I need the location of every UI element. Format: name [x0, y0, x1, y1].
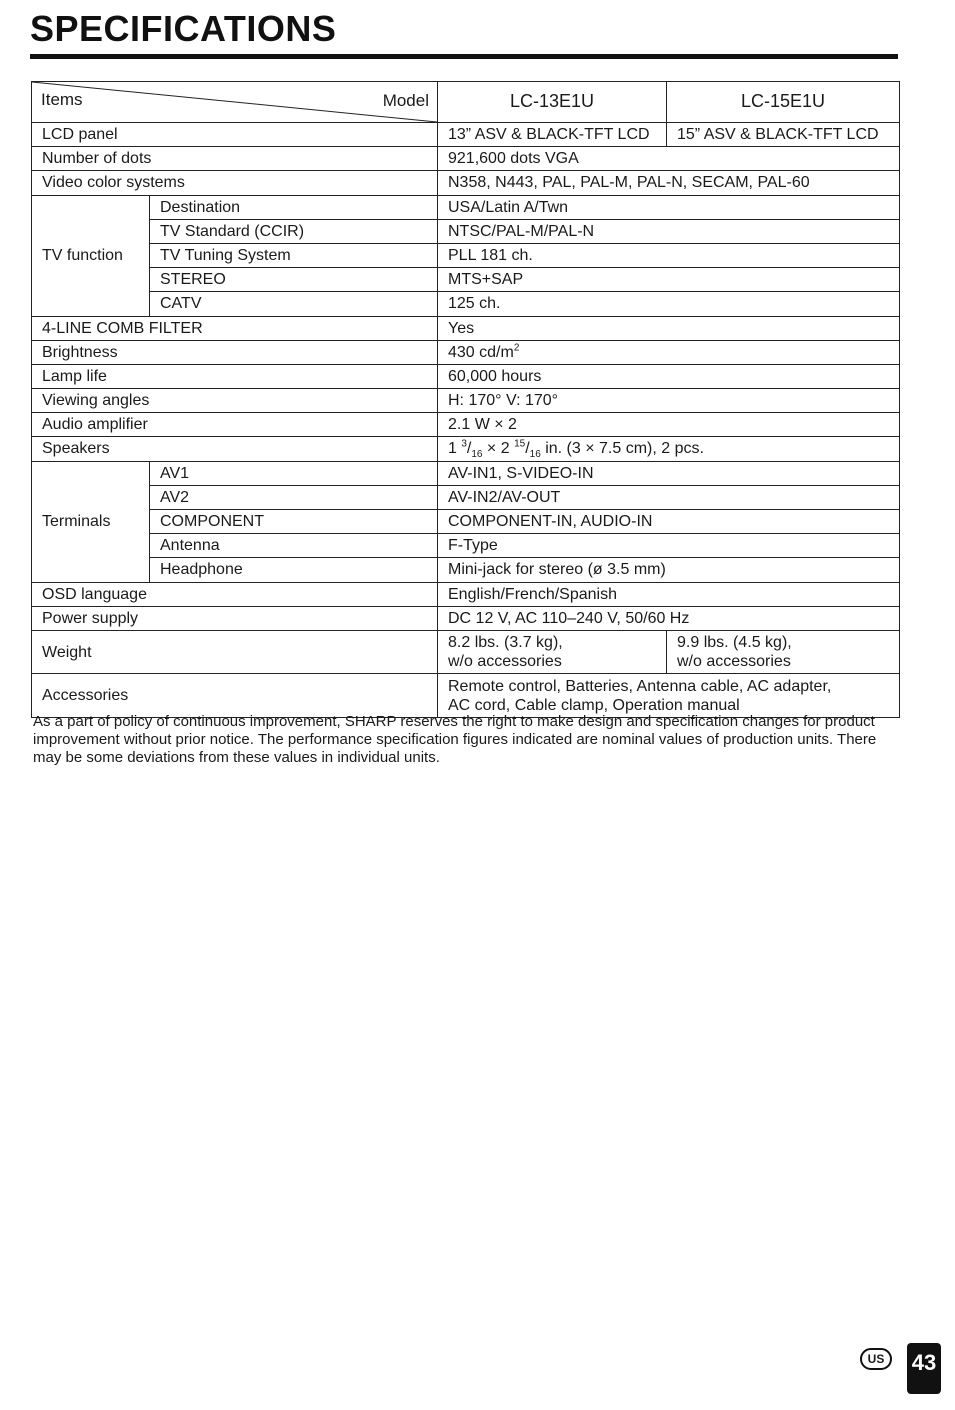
row-value: 921,600 dots VGA	[438, 147, 900, 171]
speaker-rest: in. (3 × 7.5 cm), 2 pcs.	[540, 440, 704, 458]
row-label: Video color systems	[32, 171, 438, 195]
sub-label: CATV	[150, 292, 438, 316]
row-value: DC 12 V, AC 110–240 V, 50/60 Hz	[438, 606, 900, 630]
table-row	[32, 292, 900, 316]
row-value: NTSC/PAL-M/PAL-N	[438, 219, 900, 243]
sub-label: Antenna	[150, 534, 438, 558]
accessories-line1: Remote control, Batteries, Antenna cable, AC adapter,	[448, 677, 832, 695]
model-b-header: LC-15E1U	[667, 82, 900, 123]
weight-b-line2: w/o accessories	[677, 653, 791, 671]
fraction-numerator: 3	[461, 439, 467, 451]
row-label: Power supply	[32, 606, 438, 630]
fraction-denominator: 16	[471, 449, 483, 461]
row-label: Number of dots	[32, 147, 438, 171]
row-value: AV-IN1, S-VIDEO-IN	[438, 461, 900, 485]
row-value: Mini-jack for stereo (ø 3.5 mm)	[438, 558, 900, 582]
table-header-row	[32, 82, 900, 123]
row-label: Speakers	[32, 437, 438, 461]
table-row	[32, 340, 900, 364]
table-row	[32, 243, 900, 267]
table-row	[32, 268, 900, 292]
table-row	[32, 510, 900, 534]
unit-superscript: 2	[513, 342, 520, 354]
weight-a-line1: 8.2 lbs. (3.7 kg),	[448, 633, 563, 651]
fraction-denominator: 16	[529, 449, 541, 461]
table-row	[32, 147, 900, 171]
diagonal-divider	[32, 82, 437, 122]
fraction-numerator: 15	[514, 439, 526, 451]
table-row	[32, 630, 900, 673]
row-value	[438, 340, 900, 364]
weight-b-line1: 9.9 lbs. (4.5 kg),	[677, 633, 792, 651]
row-label: Lamp life	[32, 364, 438, 388]
table-row	[32, 195, 900, 219]
table-row	[32, 674, 900, 718]
row-value: N358, N443, PAL, PAL-M, PAL-N, SECAM, PAL-60	[438, 171, 900, 195]
group-label-tv-function: TV function	[32, 195, 150, 316]
table-row	[32, 437, 900, 461]
page-number: 43	[907, 1343, 941, 1394]
row-value-model-a: 13” ASV & BLACK-TFT LCD	[438, 123, 667, 147]
region-badge: US	[860, 1348, 892, 1370]
sub-label: TV Tuning System	[150, 243, 438, 267]
row-value-model-b: 15” ASV & BLACK-TFT LCD	[667, 123, 900, 147]
row-value: 60,000 hours	[438, 364, 900, 388]
speaker-int-a: 1	[448, 440, 462, 458]
title-divider	[30, 54, 898, 59]
table-row	[32, 606, 900, 630]
row-value: 1 $^3/_{16} \times 2$ $^{15}/_{16}$ in. (3 × 7.5 cm), 2 pcs.	[438, 437, 900, 461]
row-label: Audio amplifier	[32, 413, 438, 437]
table-row	[32, 123, 900, 147]
row-value: 2.1 W × 2	[438, 413, 900, 437]
page-title: SPECIFICATIONS	[30, 8, 337, 49]
row-label: Accessories	[32, 674, 438, 718]
table-row	[32, 485, 900, 509]
sub-label: Headphone	[150, 558, 438, 582]
speaker-int-b: × 2	[482, 440, 515, 458]
row-value: English/French/Spanish	[438, 582, 900, 606]
row-value-model-a	[438, 630, 667, 673]
items-model-header	[32, 82, 438, 123]
specifications-table	[31, 81, 900, 718]
row-value-model-b	[667, 630, 900, 673]
row-value: MTS+SAP	[438, 268, 900, 292]
table-row	[32, 534, 900, 558]
model-a-header: LC-13E1U	[438, 82, 667, 123]
row-value: H: 170° V: 170°	[438, 389, 900, 413]
table-row	[32, 558, 900, 582]
row-label: Brightness	[32, 340, 438, 364]
row-value: F-Type	[438, 534, 900, 558]
row-label: OSD language	[32, 582, 438, 606]
table-row	[32, 413, 900, 437]
row-value: PLL 181 ch.	[438, 243, 900, 267]
row-label: Viewing angles	[32, 389, 438, 413]
table-row	[32, 364, 900, 388]
row-value: COMPONENT-IN, AUDIO-IN	[438, 510, 900, 534]
sub-label: COMPONENT	[150, 510, 438, 534]
sub-label: AV2	[150, 485, 438, 509]
row-label: Weight	[32, 630, 438, 673]
row-label: LCD panel	[32, 123, 438, 147]
table-row	[32, 316, 900, 340]
table-row	[32, 582, 900, 606]
row-value: 125 ch.	[438, 292, 900, 316]
model-label: Model	[382, 91, 429, 110]
row-label: 4-LINE COMB FILTER	[32, 316, 438, 340]
accessories-line2: AC cord, Cable clamp, Operation manual	[448, 696, 740, 714]
weight-a-line2: w/o accessories	[448, 653, 562, 671]
table-row	[32, 219, 900, 243]
sub-label: TV Standard (CCIR)	[150, 219, 438, 243]
group-label-terminals: Terminals	[32, 461, 150, 582]
items-label: Items	[41, 90, 83, 109]
sub-label: STEREO	[150, 268, 438, 292]
row-value: AV-IN2/AV-OUT	[438, 485, 900, 509]
table-row	[32, 461, 900, 485]
row-value: USA/Latin A/Twn	[438, 195, 900, 219]
disclaimer-note: As a part of policy of continuous improvement, SHARP reserves the right to make design and specification changes for product improvement without prior notice. The performance specification figures indicated are nominal values of production units. There may be some deviations from these values in individual units.	[33, 713, 877, 766]
row-value	[438, 674, 900, 718]
row-value: Yes	[438, 316, 900, 340]
sub-label: Destination	[150, 195, 438, 219]
sub-label: AV1	[150, 461, 438, 485]
brightness-value: 430 cd/m	[448, 343, 514, 361]
table-row	[32, 171, 900, 195]
table-row	[32, 389, 900, 413]
